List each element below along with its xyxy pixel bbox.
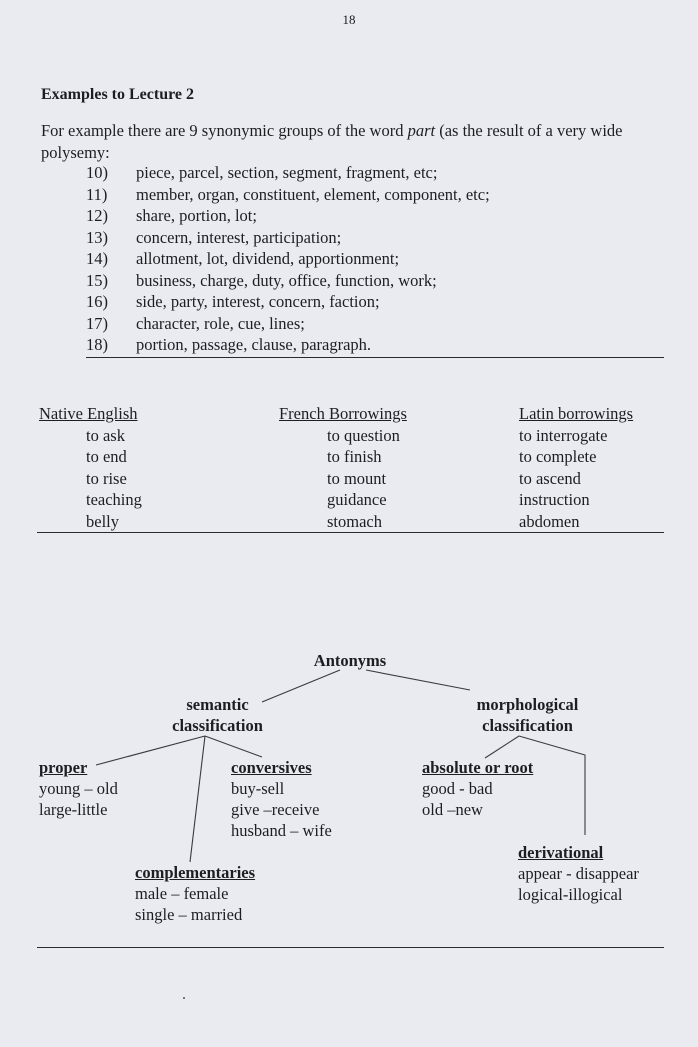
column-native-english xyxy=(39,403,142,532)
node-label: classification xyxy=(482,716,573,735)
absolute-or-root-node xyxy=(422,757,533,820)
list-item-text: concern, interest, participation; xyxy=(136,227,342,247)
list-item-number: 18) xyxy=(86,335,108,354)
table-cell: stomach xyxy=(327,511,382,531)
example-item: single – married xyxy=(135,905,243,924)
table-cell: abdomen xyxy=(519,511,580,531)
proper-node xyxy=(39,757,118,820)
list-item-number: 15) xyxy=(86,270,108,290)
table-cell: to finish xyxy=(327,447,382,466)
list-item xyxy=(86,334,490,356)
synonym-group-list xyxy=(86,162,490,356)
list-item-number: 12) xyxy=(86,206,108,225)
list-item xyxy=(86,162,490,184)
list-item-number: 13) xyxy=(86,227,108,247)
table-cell: to question xyxy=(327,425,400,445)
table-divider xyxy=(37,532,664,533)
table-cell: to rise xyxy=(86,468,127,488)
list-item-text: character, role, cue, lines; xyxy=(136,313,305,333)
list-item xyxy=(86,291,490,313)
list-item-number: 16) xyxy=(86,292,108,311)
table-cell: to ascend xyxy=(519,468,581,488)
list-item-text: side, party, interest, concern, faction; xyxy=(136,292,380,311)
intro-text-after: (as the result of a very wide polysemy: xyxy=(41,121,623,162)
node-label: semantic xyxy=(186,695,249,714)
example-item: give –receive xyxy=(231,800,320,819)
node-title: derivational xyxy=(518,843,604,862)
complementaries-node xyxy=(135,862,255,925)
example-item: large-little xyxy=(39,800,108,819)
antonyms-root-node: Antonyms xyxy=(313,651,387,670)
node-title: conversives xyxy=(231,758,312,777)
node-title: proper xyxy=(39,758,88,777)
morphological-classification-node xyxy=(460,694,595,736)
list-item-text: piece, parcel, section, segment, fragment, etc; xyxy=(136,163,438,182)
table-cell: to interrogate xyxy=(519,425,608,445)
derivational-node xyxy=(518,842,639,905)
column-header: Latin borrowings xyxy=(519,404,634,423)
bottom-divider xyxy=(37,947,664,948)
antonyms-diagram xyxy=(0,640,698,970)
list-item-number: 10) xyxy=(86,163,108,182)
node-title: absolute or root xyxy=(422,758,534,777)
column-french-borrowings xyxy=(279,403,407,532)
example-item: buy-sell xyxy=(231,779,285,798)
list-item-text: portion, passage, clause, paragraph. xyxy=(136,335,372,354)
column-latin-borrowings xyxy=(519,403,633,532)
example-item: good - bad xyxy=(422,779,493,798)
node-label: morphological xyxy=(476,695,579,714)
list-item-number: 17) xyxy=(86,313,108,333)
list-item xyxy=(86,184,490,206)
section-heading: Examples to Lecture 2 xyxy=(41,86,195,103)
list-item-text: share, portion, lot; xyxy=(136,206,257,225)
table-cell: instruction xyxy=(519,490,590,509)
intro-paragraph xyxy=(41,120,667,163)
intro-text-before: For example there are 9 synonymic groups of the word xyxy=(41,121,408,140)
list-item xyxy=(86,248,490,270)
table-cell: belly xyxy=(86,511,119,531)
list-item-text: business, charge, duty, office, function, work; xyxy=(136,270,437,290)
list-item xyxy=(86,227,490,249)
column-header: French Borrowings xyxy=(279,404,407,423)
example-item: husband – wife xyxy=(231,821,332,840)
conversives-node xyxy=(231,757,332,841)
example-item: male – female xyxy=(135,884,229,903)
table-cell: to mount xyxy=(327,468,387,488)
table-cell: to ask xyxy=(86,425,125,445)
scan-speck xyxy=(183,997,185,999)
node-title: complementaries xyxy=(135,863,256,882)
example-item: young – old xyxy=(39,779,118,798)
page-number: 18 xyxy=(342,12,356,27)
table-cell: teaching xyxy=(86,490,142,509)
table-cell: to end xyxy=(86,447,127,466)
list-item-number: 14) xyxy=(86,249,108,268)
column-header: Native English xyxy=(39,404,138,423)
list-divider xyxy=(86,357,664,358)
example-item: logical-illogical xyxy=(518,885,623,904)
intro-word: part xyxy=(407,121,436,140)
table-cell: to complete xyxy=(519,447,597,466)
list-item xyxy=(86,313,490,335)
list-item xyxy=(86,270,490,292)
semantic-classification-node xyxy=(155,694,280,736)
list-item-text: allotment, lot, dividend, apportionment; xyxy=(136,249,400,268)
list-item xyxy=(86,205,490,227)
list-item-number: 11) xyxy=(86,184,108,204)
example-item: appear - disappear xyxy=(518,864,639,883)
example-item: old –new xyxy=(422,800,483,819)
list-item-text: member, organ, constituent, element, component, etc; xyxy=(136,184,490,204)
table-cell: guidance xyxy=(327,490,387,509)
node-label: classification xyxy=(172,716,263,735)
